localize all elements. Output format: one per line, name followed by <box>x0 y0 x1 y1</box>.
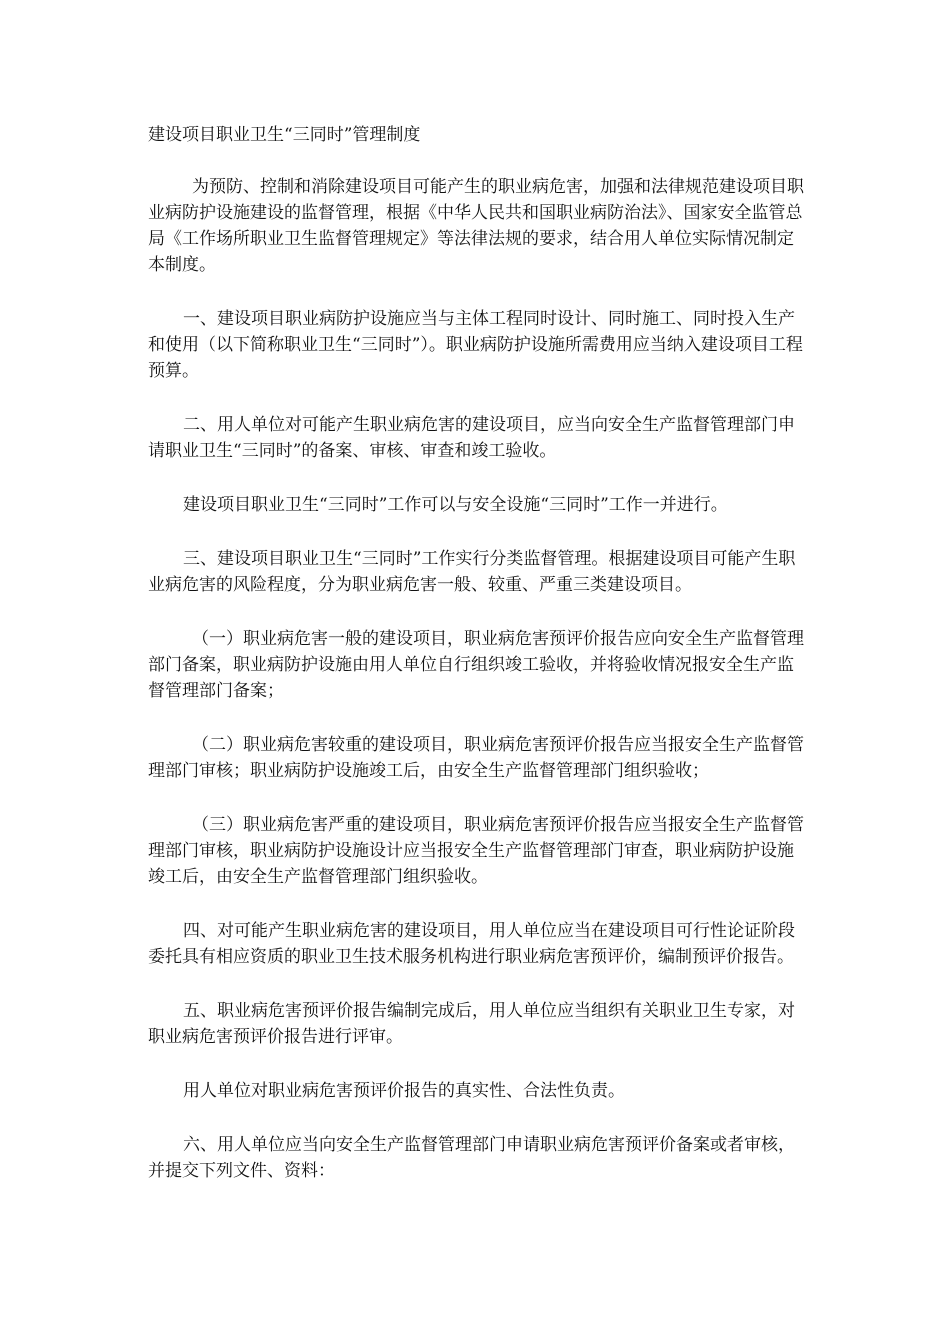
paragraph-article-5-note: 用人单位对职业病危害预评价报告的真实性、合法性负责。 <box>183 1081 625 1101</box>
paragraph-article-5: 五、职业病危害预评价报告编制完成后，用人单位应当组织有关职业卫生专家，对职业病危害预评价报告进行评审。 <box>148 1001 795 1047</box>
paragraph-article-3: 三、建设项目职业卫生“三同时”工作实行分类监督管理。根据建设项目可能产生职业病危害的风险程度，分为职业病危害一般、较重、严重三类建设项目。 <box>148 549 796 595</box>
paragraph-preamble: 为预防、控制和消除建设项目可能产生的职业病危害，加强和法律规范建设项目职业病防护设施建设的监督管理，根据《中华人民共和国职业病防治法》、国家安全监管总局《工作场所职业卫生监督管理规定》等法律法规的要求，结合用人单位实际情况制定本制度。 <box>148 177 804 275</box>
paragraph-article-2-note: 建设项目职业卫生“三同时”工作可以与安全设施“三同时”工作一并进行。 <box>183 495 728 515</box>
document-body <box>148 122 810 1212</box>
paragraph-article-3-item-2: （二）职业病危害较重的建设项目，职业病危害预评价报告应当报安全生产监督管理部门审核；职业病防护设施竣工后，由安全生产监督管理部门组织验收； <box>148 735 804 781</box>
paragraph-article-4: 四、对可能产生职业病危害的建设项目，用人单位应当在建设项目可行性论证阶段委托具有相应资质的职业卫生技术服务机构进行职业病危害预评价，编制预评价报告。 <box>148 921 795 967</box>
paragraph-article-1: 一、建设项目职业病防护设施应当与主体工程同时设计、同时施工、同时投入生产和使用（以下简称职业卫生“三同时”）。职业病防护设施所需费用应当纳入建设项目工程预算。 <box>148 309 803 381</box>
paragraph-article-3-item-3: （三）职业病危害严重的建设项目，职业病危害预评价报告应当报安全生产监督管理部门审核，职业病防护设施设计应当报安全生产监督管理部门审查，职业病防护设施竣工后，由安全生产监督管理部门组织验收。 <box>148 815 804 887</box>
paragraph-article-3-item-1: （一）职业病危害一般的建设项目，职业病危害预评价报告应向安全生产监督管理部门备案，职业病防护设施由用人单位自行组织竣工验收，并将验收情况报安全生产监督管理部门备案； <box>148 629 804 701</box>
document-title: 建设项目职业卫生“三同时”管理制度 <box>148 125 421 145</box>
paragraph-article-6: 六、用人单位应当向安全生产监督管理部门申请职业病危害预评价备案或者审核，并提交下列文件、资料： <box>148 1135 795 1181</box>
paragraph-article-2: 二、用人单位对可能产生职业病危害的建设项目，应当向安全生产监督管理部门申请职业卫生“三同时”的备案、审核、审查和竣工验收。 <box>148 415 795 461</box>
